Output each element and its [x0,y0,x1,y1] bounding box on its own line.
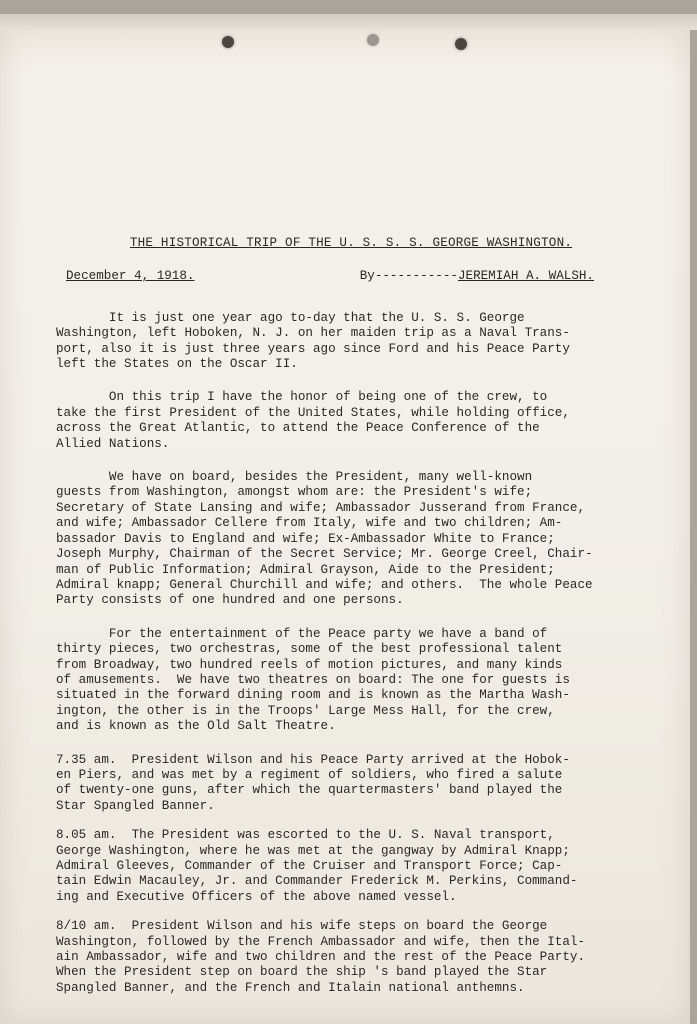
byline [56,269,646,284]
text-line: 7.35 am. President Wilson and his Peace Party arrived at the Hobok- [56,752,570,767]
text-line: 8.05 am. The President was escorted to the U. S. Naval transport, [56,828,555,843]
text-line: Joseph Murphy, Chairman of the Secret Service; Mr. George Creel, Chair- [56,547,593,562]
text-line: Allied Nations. [56,436,170,451]
text-line: ain Ambassador, wife and two children and the rest of the Peace Party. [56,950,586,965]
body-paragraph [56,390,646,452]
text-line: guests from Washington, amongst whom are: the President's wife; [56,485,533,500]
text-line: Party consists of one hundred and one persons. [56,593,404,608]
text-line: of amusements. We have two theatres on board: The one for guests is [56,672,570,687]
text-line: We have on board, besides the President, many well-known [56,470,533,485]
text-line: of twenty-one guns, after which the quartermasters' band played the [56,783,563,798]
paper-top-edge [0,14,697,30]
text-line: George Washington, where he was met at the gangway by Admiral Knapp; [56,843,570,858]
text-line: port, also it is just three years ago since Ford and his Peace Party [56,341,570,356]
text-line: On this trip I have the honor of being one of the crew, to [56,390,548,405]
text-line: Washington, left Hoboken, N. J. on her maiden trip as a Naval Trans- [56,326,570,341]
text-line: For the entertainment of the Peace party we have a band of [56,626,548,641]
punch-hole-right [455,38,467,50]
text-line: left the States on the Oscar II. [56,357,298,372]
text-line: and wife; Ambassador Cellere from Italy, wife and two children; Am- [56,516,563,531]
text-line: en Piers, and was met by a regiment of soldiers, who fired a salute [56,767,563,782]
typed-document [56,236,646,1010]
body-paragraphs [56,311,646,735]
punch-hole-middle [367,34,379,46]
text-line: situated in the forward dining room and is known as the Martha Wash- [56,688,570,703]
timeline-entry [56,828,646,905]
text-line: Admiral Gleeves, Commander of the Cruiser and Transport Force; Cap- [56,859,563,873]
text-line: 8/10 am. President Wilson and his wife steps on board the George [56,919,548,934]
text-line: tain Edwin Macauley, Jr. and Commander Frederick M. Perkins, Command- [56,874,578,889]
timeline-entry [56,753,646,815]
text-line: take the first President of the United States, while holding office, [56,405,570,420]
body-paragraph [56,470,646,609]
text-line: Spangled Banner, and the French and Italain national anthemns. [56,980,525,995]
document-date: December 4, 1918. [66,269,195,284]
text-line: Star Spangled Banner. [56,798,215,813]
text-line: man of Public Information; Admiral Grayson, Aide to the President; [56,562,555,577]
timeline-entries [56,753,646,997]
text-line: bassador Davis to England and wife; Ex-Ambassador White to France; [56,531,555,546]
text-line: across the Great Atlantic, to attend the Peace Conference of the [56,421,540,436]
text-line: When the President step on board the ship 's band played the Star [56,965,548,980]
text-line: from Broadway, two hundred reels of motion pictures, and many kinds [56,657,563,672]
text-line: and is known as the Old Salt Theatre. [56,719,336,734]
body-paragraph [56,311,646,373]
author-name: JEREMIAH A. WALSH. [457,269,594,284]
text-line: ington, the other is in the Troops' Large Mess Hall, for the crew, [56,703,555,718]
text-line: Washington, followed by the French Ambassador and wife, then the Ital- [56,934,586,949]
text-line: Secretary of State Lansing and wife; Ambassador Jusserand from France, [56,500,586,515]
text-line: Admiral knapp; General Churchill and wife; and others. The whole Peace [56,577,593,592]
author-line [360,269,594,284]
text-line: It is just one year ago to-day that the U. S. S. George [56,310,525,325]
text-line: thirty pieces, two orchestras, some of the best professional talent [56,642,563,657]
punch-hole-left [222,36,234,48]
document-title: THE HISTORICAL TRIP OF THE U. S. S. S. GEORGE WASHINGTON. [129,236,573,250]
text-line: ing and Executive Officers of the above named vessel. [56,889,457,904]
timeline-entry [56,919,646,996]
by-label: By----------- [359,269,458,284]
body-paragraph [56,627,646,735]
